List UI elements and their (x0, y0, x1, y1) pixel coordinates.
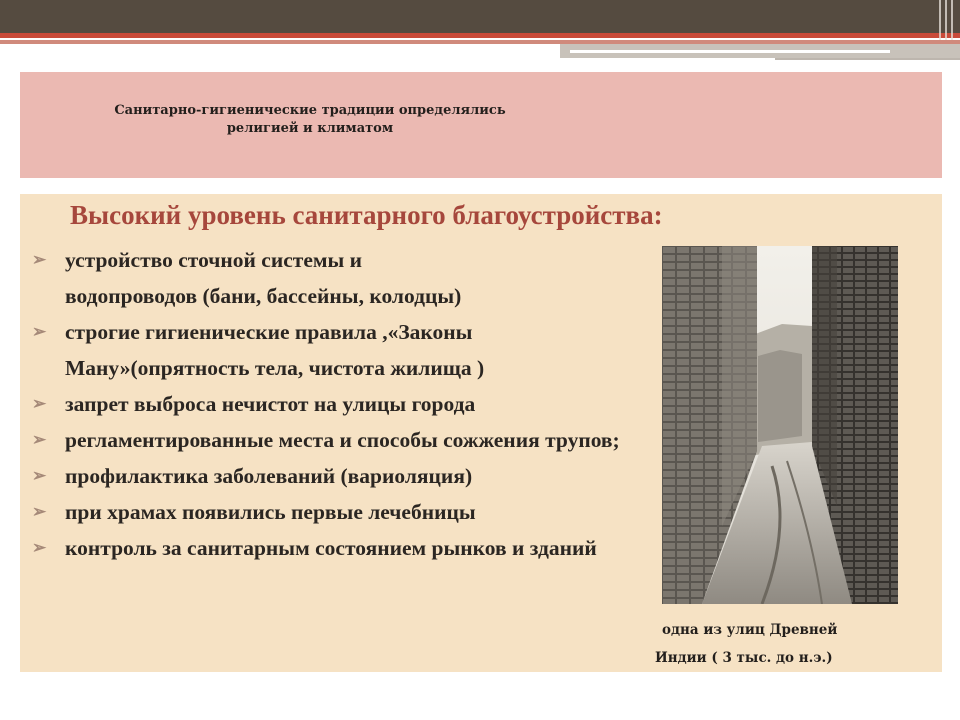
content-heading: Высокий уровень санитарного благоустройства: (70, 200, 663, 230)
list-item-text: водопроводов (бани, бассейны, колодцы) (65, 284, 462, 308)
slide-title-line: религией и климатом (226, 121, 394, 136)
arrow-bullet-icon: ➢ (32, 466, 47, 485)
list-item-text: контроль за санитарным состоянием рынков и зданий (65, 536, 597, 560)
arrow-bullet-icon: ➢ (32, 250, 47, 269)
title-box (20, 72, 942, 178)
list-item (32, 386, 652, 422)
list-item (32, 242, 652, 314)
arrow-bullet-icon: ➢ (32, 538, 47, 557)
slide-title (60, 102, 560, 138)
list-item (32, 458, 652, 494)
arrow-bullet-icon: ➢ (32, 430, 47, 449)
accent-stripe (0, 33, 960, 38)
list-item-text: при храмах появились первые лечебницы (65, 500, 476, 524)
divider-line (570, 50, 890, 53)
street-photo-drawing (662, 246, 898, 604)
arrow-bullet-icon: ➢ (32, 502, 47, 521)
bullet-list (32, 242, 652, 566)
corner-decoration (936, 0, 960, 40)
list-item (32, 494, 652, 530)
list-item-text: строгие гигиенические правила ,«Законы Ману»(опрятность тела, чистота жилища ) (65, 320, 485, 380)
photo-caption-line: одна из улиц Древней (662, 622, 838, 638)
ancient-street-photo (662, 246, 898, 604)
list-item-text: устройство сточной системы и (65, 248, 363, 272)
list-item-text: запрет выброса нечистот на улицы города (65, 392, 476, 416)
list-item (32, 422, 652, 458)
slide-title-line: Санитарно-гигиенические традиции определялись (114, 103, 506, 118)
photo-caption-line: Индии ( 3 тыс. до н.э.) (655, 650, 833, 666)
divider-line (775, 58, 960, 66)
list-item-text: профилактика заболеваний (вариоляция) (65, 464, 473, 488)
list-item (32, 314, 652, 386)
list-item-text: регламентированные места и способы сожжения трупов; (65, 428, 620, 452)
list-item (32, 530, 652, 566)
top-bar (0, 0, 960, 33)
arrow-bullet-icon: ➢ (32, 394, 47, 413)
arrow-bullet-icon: ➢ (32, 322, 47, 341)
